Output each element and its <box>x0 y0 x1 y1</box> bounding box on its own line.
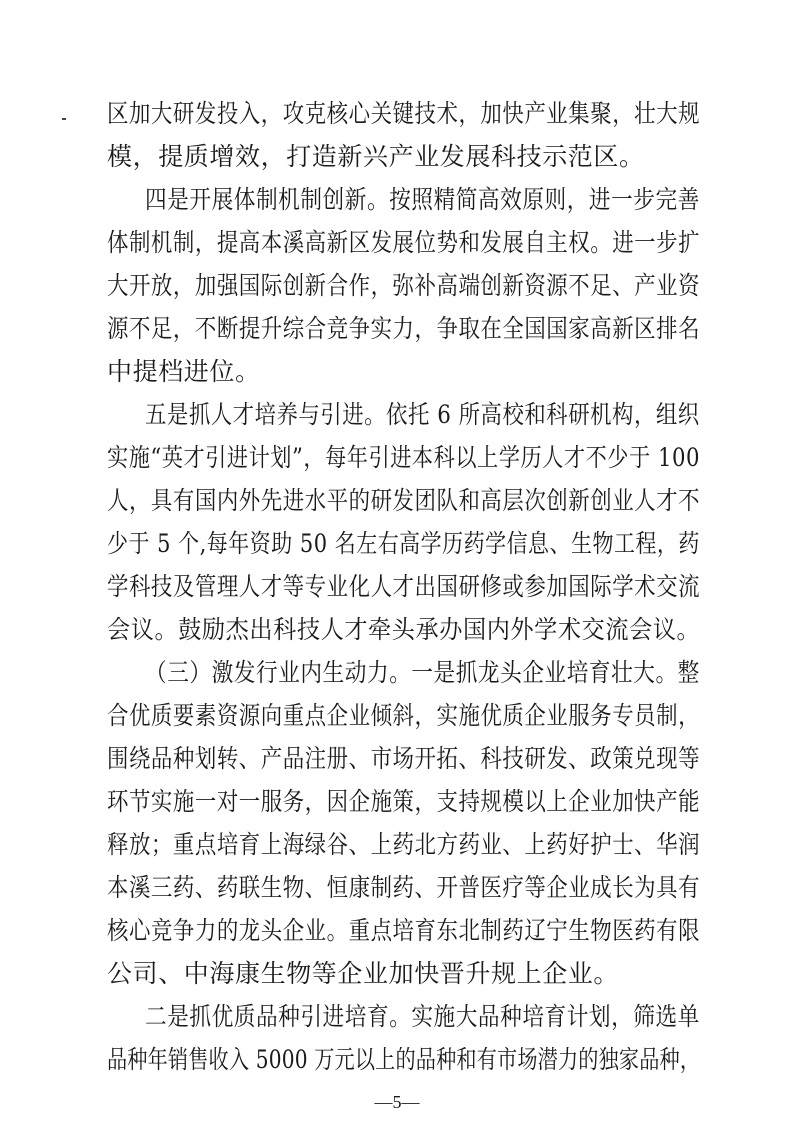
page-number: —5— <box>374 1092 420 1112</box>
stray-mark <box>62 118 66 120</box>
text-line: 实施“英才引进计划”，每年引进本科以上学历人才不少于 100 <box>107 443 700 472</box>
text-line: 环节实施一对一服务，因企施策，支持规模以上企业加快产能 <box>107 787 701 816</box>
text-line: 四是开展体制机制创新。按照精简高效原则，进一步完善 <box>145 185 700 214</box>
text-line: 源不足，不断提升综合竞争实力，争取在全国国家高新区排名 <box>107 314 701 343</box>
text-line: 核心竞争力的龙头企业。重点培育东北制药辽宁生物医药有限 <box>107 916 701 945</box>
text-line: 体制机制，提高本溪高新区发展位势和发展自主权。进一步扩 <box>107 228 701 257</box>
text-line: 围绕品种划转、产品注册、市场开拓、科技研发、政策兑现等 <box>107 744 701 773</box>
text-line: 品种年销售收入 5000 万元以上的品种和有市场潜力的独家品种， <box>107 1045 701 1074</box>
text-line: 会议。鼓励杰出科技人才牵头承办国内外学术交流会议。 <box>107 615 701 644</box>
text-line: 公司、中海康生物等企业加快晋升规上企业。 <box>107 959 620 988</box>
text-line: 二是抓优质品种引进培育。实施大品种培育计划，筛选单 <box>145 1002 700 1031</box>
text-line: 本溪三药、药联生物、恒康制药、开普医疗等企业成长为具有 <box>107 873 701 902</box>
text-line: 五是抓人才培养与引进。依托 6 所高校和科研机构，组织 <box>145 400 700 429</box>
text-line: 少于 5 个,每年资助 50 名左右高学历药学信息、生物工程，药 <box>107 529 700 558</box>
text-line: 模，提质增效，打造新兴产业发展科技示范区。 <box>107 142 645 171</box>
text-line: 学科技及管理人才等专业化人才出国研修或参加国际学术交流 <box>107 572 701 601</box>
section-heading-line: （三）激发行业内生动力。一是抓龙头企业培育壮大。整 <box>145 658 700 687</box>
text-line: 中提档进位。 <box>107 357 261 386</box>
text-line: 合优质要素资源向重点企业倾斜，实施优质企业服务专员制， <box>107 701 701 730</box>
text-line: 释放；重点培育上海绿谷、上药北方药业、上药好护士、华润 <box>107 830 701 859</box>
text-line: 人，具有国内外先进水平的研发团队和高层次创新创业人才不 <box>107 486 701 515</box>
text-line: 区加大研发投入，攻克核心关键技术，加快产业集聚，壮大规 <box>107 99 701 128</box>
text-line: 大开放，加强国际创新合作，弥补高端创新资源不足、产业资 <box>107 271 701 300</box>
